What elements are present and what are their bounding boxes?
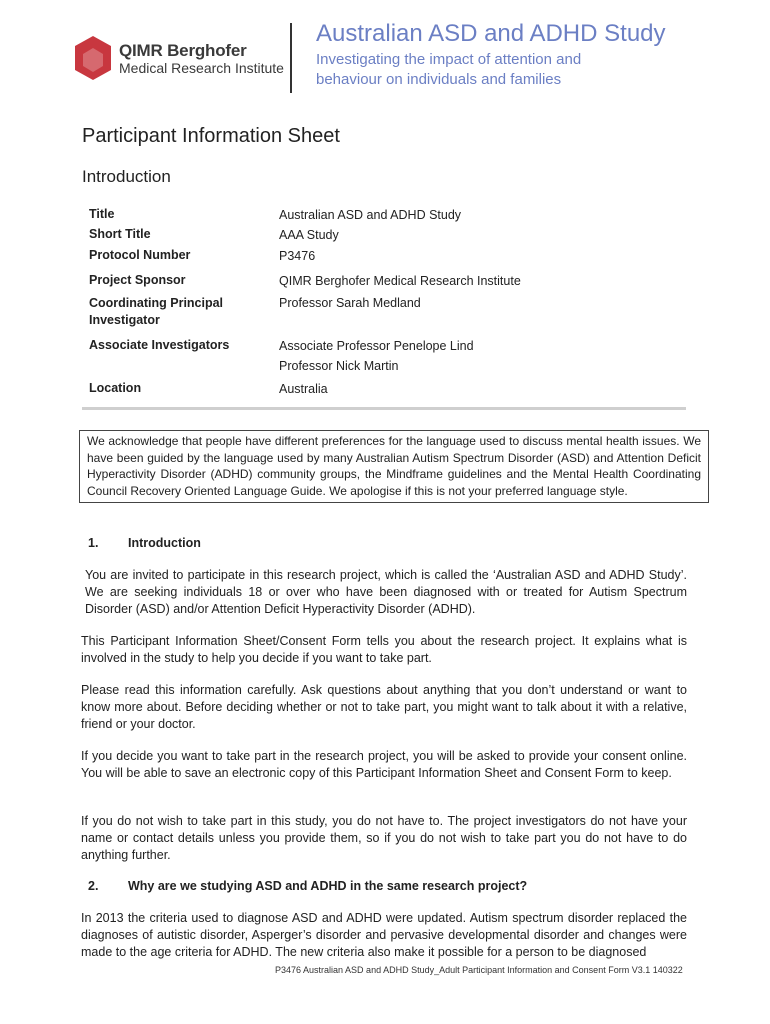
- paragraph: If you decide you want to take part in the research project, you will be asked to provide your consent online. You will be able to save an electronic copy of this Participant Information Sheet and Consent Form to keep.: [81, 749, 687, 780]
- horizontal-rule: [82, 407, 686, 410]
- info-value: QIMR Berghofer Medical Research Institute: [279, 274, 521, 288]
- info-label: Associate Investigators: [89, 338, 230, 352]
- section-title: Why are we studying ASD and ADHD in the same research project?: [128, 879, 528, 893]
- intro-heading: Introduction: [82, 167, 171, 186]
- paragraph: If you do not wish to take part in this study, you do not have to. The project investigators do not have your name or contact details unless you provide them, so if you do not wish to take part you do not have to do anything further.: [81, 814, 687, 862]
- info-value: Professor Sarah Medland: [279, 296, 421, 310]
- logo-text-secondary: Medical Research Institute: [119, 60, 284, 76]
- hexagon-logo-icon: [74, 35, 112, 81]
- qimr-logo: [74, 35, 289, 81]
- info-value: AAA Study: [279, 228, 339, 242]
- page-footer: P3476 Australian ASD and ADHD Study_Adult Participant Information and Consent Form V3.1 140322: [275, 965, 683, 975]
- info-label: Project Sponsor: [89, 273, 186, 287]
- info-value: P3476: [279, 249, 316, 263]
- paragraph: In 2013 the criteria used to diagnose ASD and ADHD were updated. Autism spectrum disorder replaced the diagnoses of autistic disorder, Asperger’s disorder and pervasive developmental disorder and changes were made to the age criteria for ADHD. The new criteria also make it possible for a person to be diagnosed: [81, 911, 687, 959]
- section-number: 2.: [88, 879, 99, 893]
- info-value: Australia: [279, 382, 328, 396]
- study-title: Australian ASD and ADHD Study: [316, 20, 666, 47]
- paragraph: Please read this information carefully. Ask questions about anything that you don’t understand or want to know more about. Before deciding whether or not to take part, you might want to talk about it with a relative, friend or your doctor.: [81, 683, 687, 731]
- info-label: Location: [89, 381, 142, 395]
- section-number: 1.: [88, 536, 99, 550]
- header-divider: [290, 23, 292, 93]
- info-label: Title: [89, 207, 115, 221]
- section-title: Introduction: [128, 536, 201, 550]
- study-subtitle: Investigating the impact of attention and behaviour on individuals and families: [316, 51, 582, 88]
- page-title: Participant Information Sheet: [82, 125, 340, 147]
- info-label: Coordinating Principal Investigator: [89, 296, 224, 327]
- logo-text-primary: QIMR Berghofer: [119, 41, 247, 60]
- info-label: Protocol Number: [89, 248, 191, 262]
- info-value: Australian ASD and ADHD Study: [279, 208, 462, 222]
- info-label: Short Title: [89, 227, 151, 241]
- paragraph: You are invited to participate in this research project, which is called the ‘Australian ASD and ADHD Study’. We are seeking individuals 18 or over who have been diagnosed with or treated for Autism Spectrum Disorder (ASD) and/or Attention Deficit Hyperactivity Disorder (ADHD).: [85, 568, 687, 616]
- language-acknowledgement-box: We acknowledge that people have different preferences for the language used to discuss mental health issues. We have been guided by the language used by many Australian Autism Spectrum Disorder (ASD) and Attention Deficit Hyperactivity Disorder (ADHD) community groups, the Mindframe guidelines and the Mental Health Coordinating Council Recovery Oriented Language Guide. We apologise if this is not your preferred language style.: [79, 430, 709, 503]
- info-value: Associate Professor Penelope Lind: [279, 339, 474, 353]
- info-value: Professor Nick Martin: [279, 359, 399, 373]
- paragraph: This Participant Information Sheet/Consent Form tells you about the research project. It explains what is involved in the study to help you decide if you want to take part.: [81, 634, 687, 665]
